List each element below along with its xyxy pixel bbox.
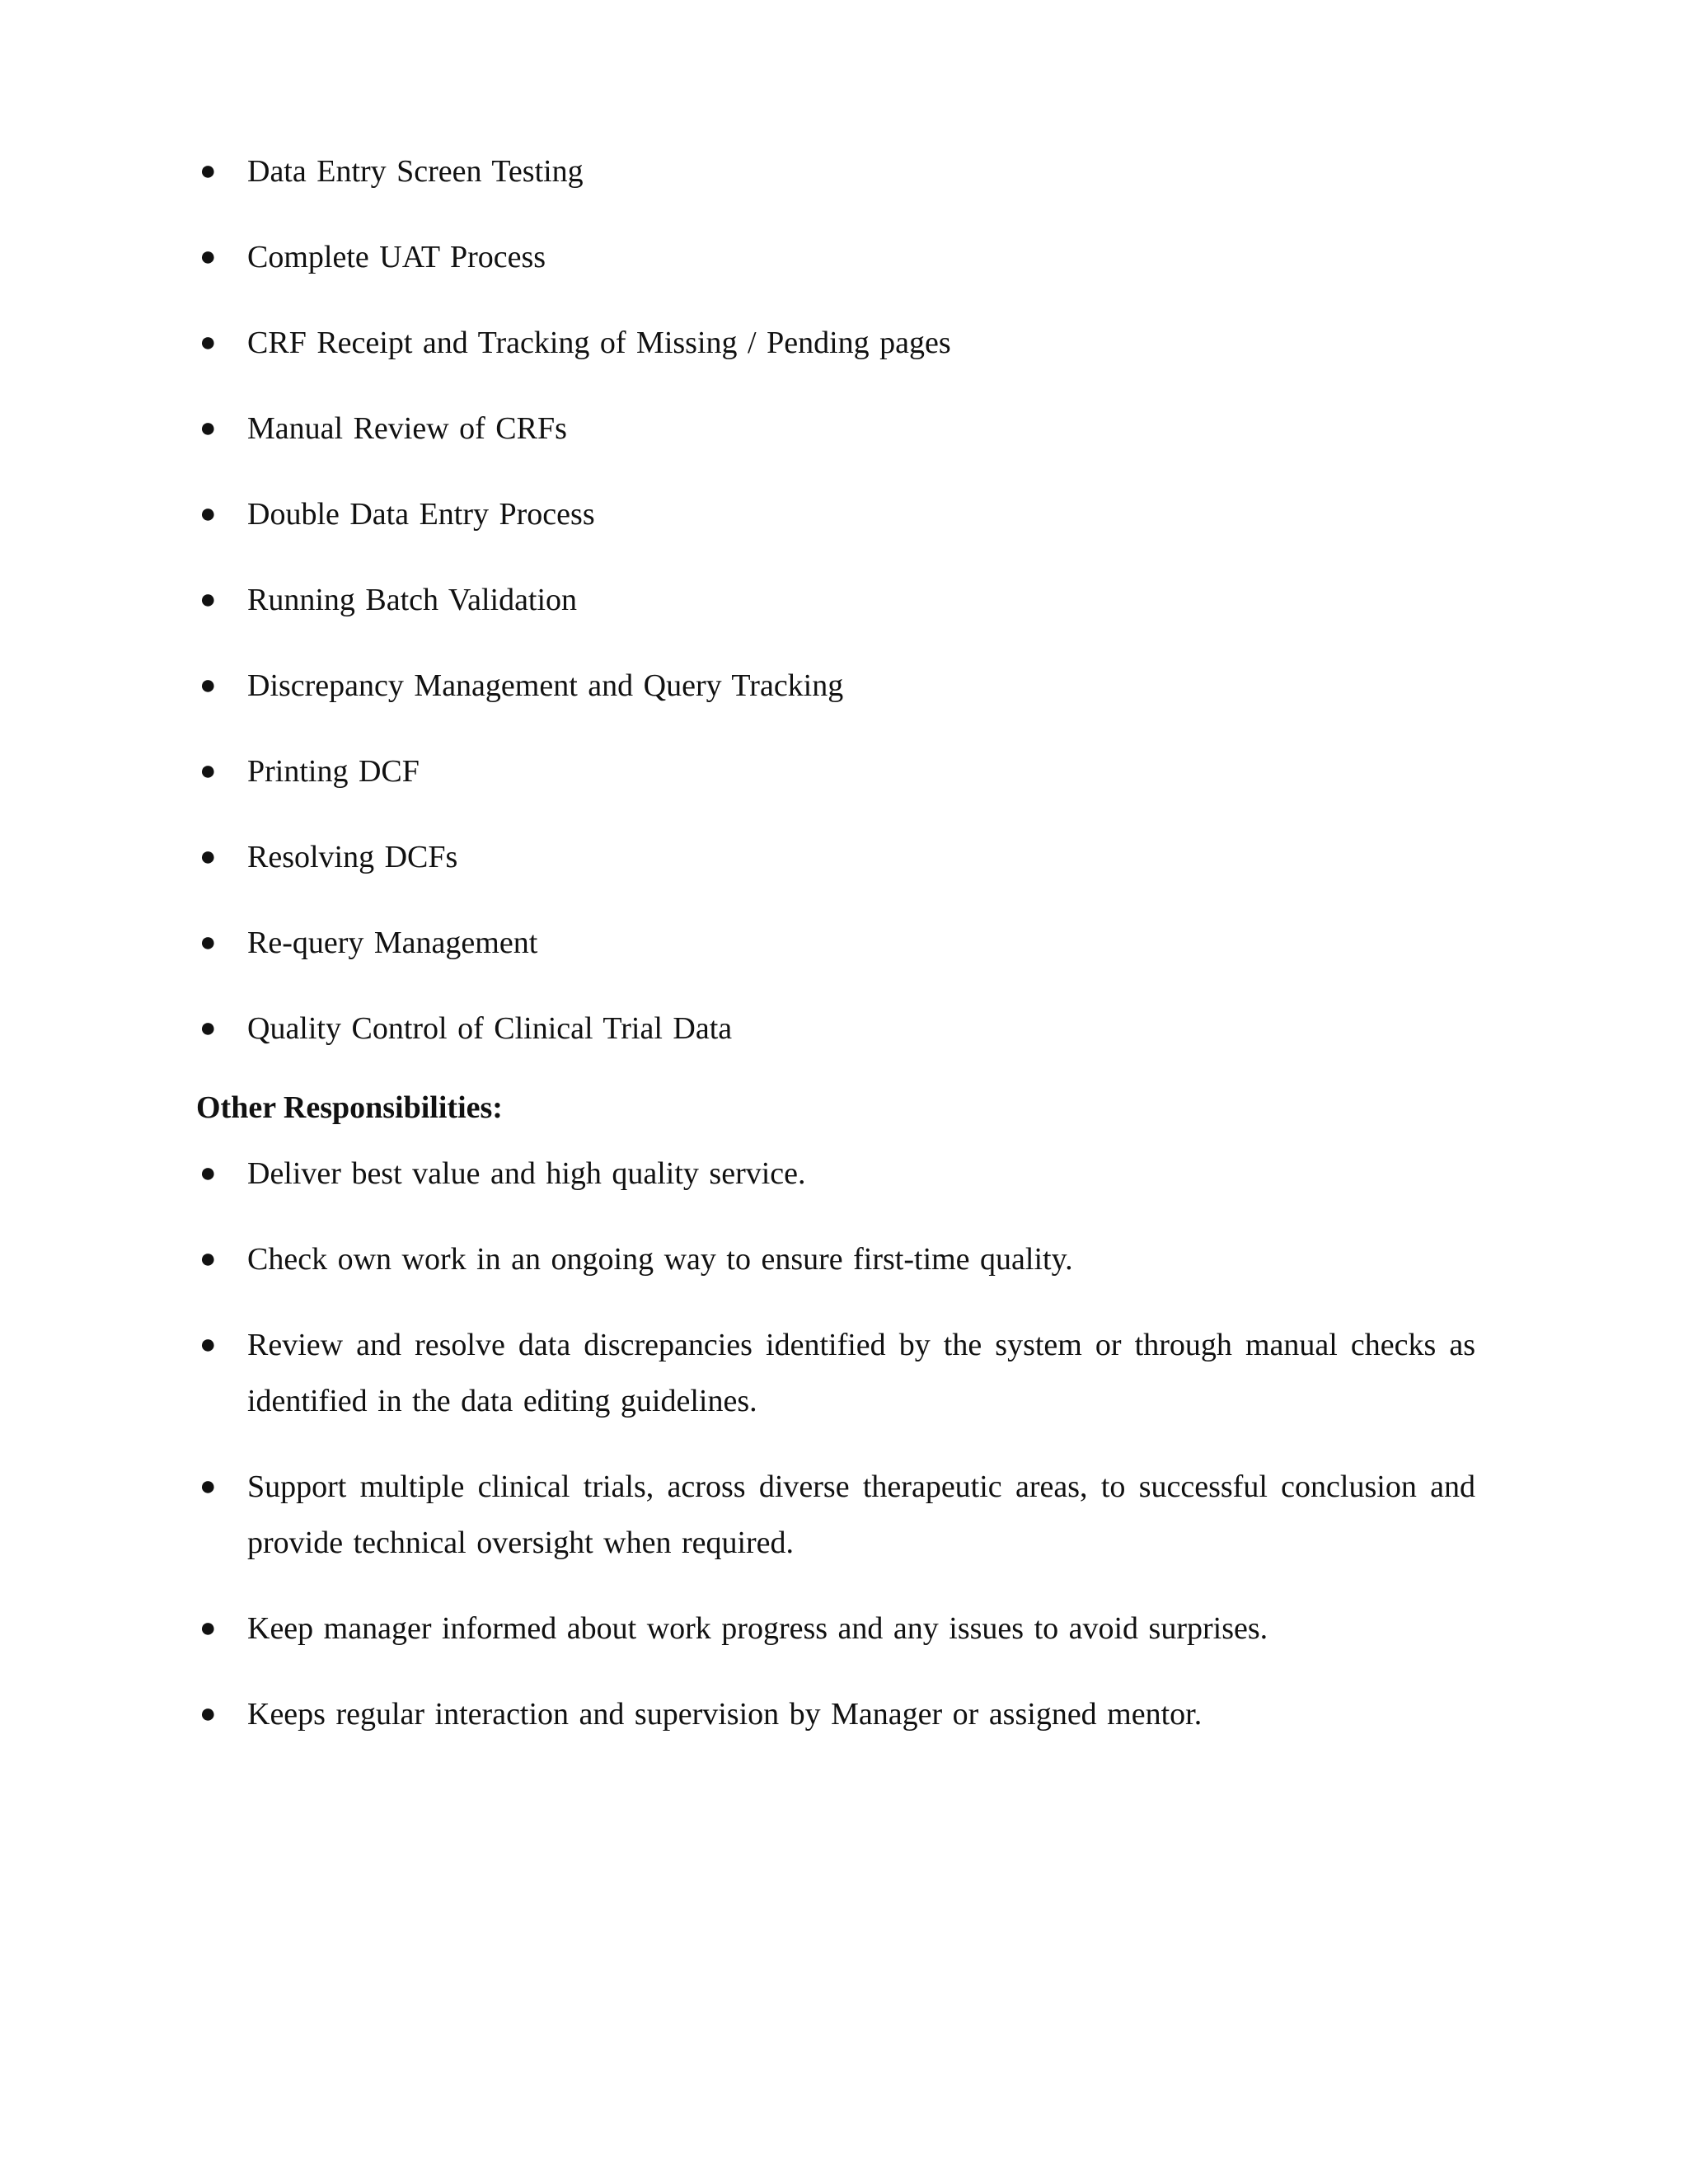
bullet-icon: ● <box>199 499 217 529</box>
list-item <box>199 315 1475 371</box>
list-item <box>199 1317 1475 1429</box>
bullet-icon: ● <box>199 1471 217 1502</box>
list-item-text: Printing DCF <box>247 754 420 789</box>
list-item-text: Quality Control of Clinical Trial Data <box>247 1011 733 1046</box>
list-item <box>199 743 1475 799</box>
bullet-icon: ● <box>199 756 217 786</box>
bullet-icon: ● <box>199 413 217 443</box>
list-item-text: Support multiple clinical trials, across diverse therapeutic areas, to successful conclusion and provide technical oversight when required. <box>247 1469 1475 1560</box>
bullet-icon: ● <box>199 1613 217 1643</box>
bullet-icon: ● <box>199 584 217 615</box>
list-item <box>199 401 1475 457</box>
list-item-text: Review and resolve data discrepancies identified by the system or through manual checks as identified in the data editing guidelines. <box>247 1328 1475 1418</box>
bullet-icon: ● <box>199 1244 217 1274</box>
list-item <box>199 143 1475 199</box>
list-item <box>199 658 1475 714</box>
list-item-text: Running Batch Validation <box>247 583 578 617</box>
bullet-icon: ● <box>199 156 217 186</box>
list-item <box>199 915 1475 971</box>
section-heading: Other Responsibilities: <box>196 1090 503 1125</box>
list-item <box>199 829 1475 885</box>
bullet-icon: ● <box>199 670 217 701</box>
bullet-icon: ● <box>199 327 217 358</box>
list-item-text: Complete UAT Process <box>247 240 546 274</box>
bullet-icon: ● <box>199 927 217 958</box>
list-item <box>199 1001 1475 1057</box>
bullet-icon: ● <box>199 1013 217 1043</box>
list-item-text: Resolving DCFs <box>247 840 458 874</box>
list-item-text: Manual Review of CRFs <box>247 411 567 446</box>
list-item <box>199 1601 1475 1657</box>
list-item <box>199 1146 1475 1202</box>
list-item <box>199 1459 1475 1571</box>
responsibilities-list <box>199 1146 1475 1772</box>
list-item-text: Check own work in an ongoing way to ensure first-time quality. <box>247 1242 1073 1277</box>
list-item <box>199 486 1475 542</box>
list-item <box>199 229 1475 285</box>
task-list <box>199 143 1475 1086</box>
bullet-icon: ● <box>199 1699 217 1729</box>
list-item-text: Keep manager informed about work progress and any issues to avoid surprises. <box>247 1611 1268 1646</box>
list-item-text: CRF Receipt and Tracking of Missing / Pending pages <box>247 326 951 360</box>
list-item-text: Re-query Management <box>247 926 538 960</box>
bullet-icon: ● <box>199 241 217 272</box>
bullet-icon: ● <box>199 1329 217 1360</box>
bullet-icon: ● <box>199 1158 217 1188</box>
list-item-text: Double Data Entry Process <box>247 497 595 532</box>
list-item <box>199 1231 1475 1287</box>
list-item <box>199 1686 1475 1742</box>
list-item-text: Keeps regular interaction and supervision by Manager or assigned mentor. <box>247 1697 1203 1732</box>
list-item <box>199 572 1475 628</box>
list-item-text: Data Entry Screen Testing <box>247 154 584 189</box>
bullet-icon: ● <box>199 841 217 872</box>
list-item-text: Discrepancy Management and Query Tracking <box>247 668 844 703</box>
list-item-text: Deliver best value and high quality service. <box>247 1156 806 1191</box>
